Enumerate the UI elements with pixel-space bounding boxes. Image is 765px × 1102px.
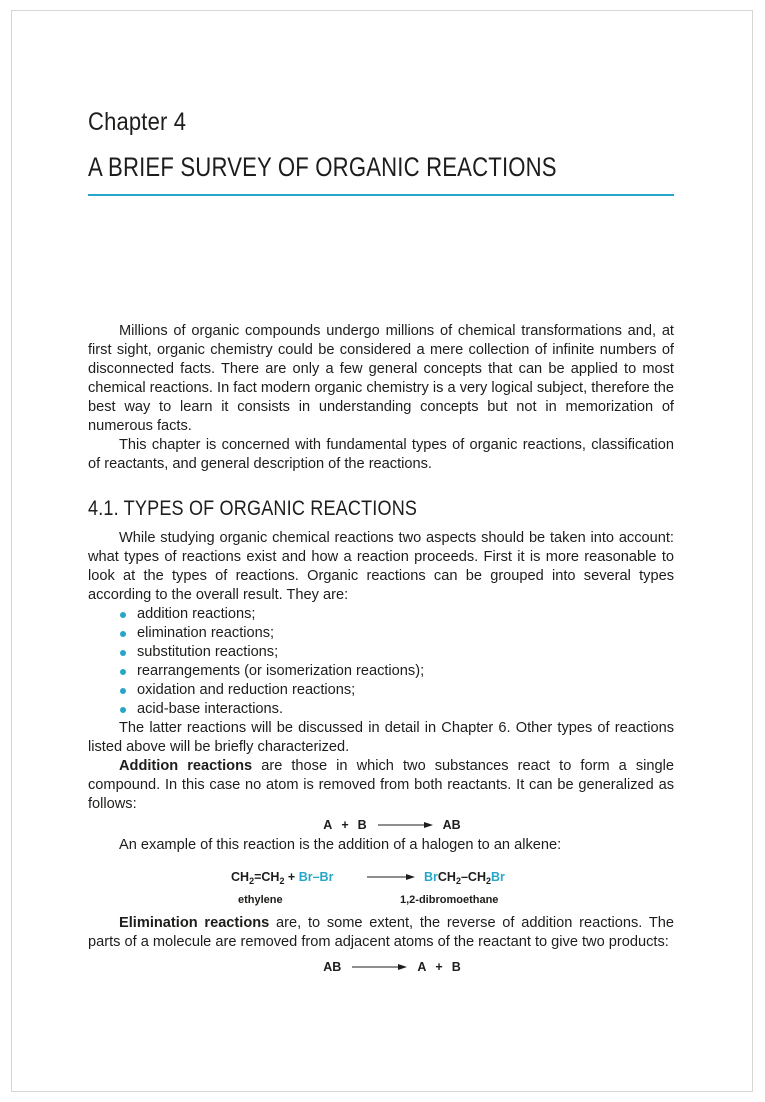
product-label: 1,2-dibromoethane (400, 894, 499, 906)
addition-paragraph (88, 757, 674, 814)
addition-general-equation (88, 814, 674, 836)
addition-term: Addition reactions (119, 758, 253, 774)
eq-plus: + (341, 817, 349, 832)
title-divider (88, 194, 674, 196)
list-item: elimination reactions; (119, 624, 674, 643)
halogen-addition-equation (88, 864, 674, 910)
section-paragraph-1: While studying organic chemical reactions two aspects should be taken into account: what types of reactions exist and how a reaction proceeds. First it is more reasonable to look at the types of reactions. Organic reactions can be grouped into several types according to the overall result. They are: (88, 530, 674, 603)
eq-product-b: B (451, 959, 461, 974)
chapter-title: A BRIEF SURVEY OF ORGANIC REACTIONS (88, 152, 557, 182)
reaction-types-list (88, 605, 674, 719)
list-item: acid-base interactions. (119, 700, 674, 719)
list-item: addition reactions; (119, 605, 674, 624)
elimination-general-equation (88, 956, 674, 978)
reaction-arrow-icon (350, 963, 408, 971)
addition-text: are those in which two substances react to form a single compound. In this case no atom is removed from both reactants. It can be generalized as follows: (88, 758, 675, 812)
intro-paragraph-2: This chapter is concerned with fundamental types of organic reactions, classification of reactants, and general description of the reactions. (88, 437, 674, 472)
eq-product-a: A (417, 959, 427, 974)
elimination-paragraph (88, 914, 674, 952)
reaction-arrow-icon (366, 873, 416, 881)
product: $BrCH_2-CH_2Br$ (424, 870, 505, 886)
eq-plus: + (435, 959, 443, 974)
reaction-arrow-icon (376, 821, 434, 829)
bromine-reagent: Br–Br (298, 870, 334, 884)
example-intro: An example of this reaction is the addition of a halogen to an alkene: (119, 837, 562, 853)
intro-paragraph-1: Millions of organic compounds undergo millions of chemical transformations and, at first sight, organic chemistry could be considered a mere collection of infinite numbers of disconnected facts. There are only a few general concepts that can be applied to most chemical reactions. In fact modern organic chemistry is a very logical subject, therefore the best way to learn it consists in understanding concepts but not in memorization of numerous facts. (88, 323, 674, 434)
chapter-label: Chapter 4 (88, 108, 187, 136)
eq-product: AB (442, 817, 461, 832)
list-item: rearrangements (or isomerization reactions); (119, 662, 674, 681)
section-heading: 4.1. TYPES OF ORGANIC REACTIONS (88, 497, 418, 520)
elimination-term: Elimination reactions (119, 915, 270, 931)
section-paragraph-2: The latter reactions will be discussed in detail in Chapter 6. Other types of reactions listed above will be briefly characterized. (88, 720, 674, 755)
eq-reactant: AB (323, 959, 342, 974)
reactant-label: ethylene (238, 894, 283, 906)
list-item: oxidation and reduction reactions; (119, 681, 674, 700)
main-content (88, 322, 674, 978)
reactants: $CH_2=CH_2 + Br-Br$ (231, 870, 334, 886)
elimination-text: are, to some extent, the reverse of addition reactions. The parts of a molecule are removed from adjacent atoms of the reactant to give two products: (88, 915, 674, 950)
eq-reactant-b: B (357, 817, 367, 832)
list-item: substitution reactions; (119, 643, 674, 662)
eq-reactant-a: A (323, 817, 333, 832)
